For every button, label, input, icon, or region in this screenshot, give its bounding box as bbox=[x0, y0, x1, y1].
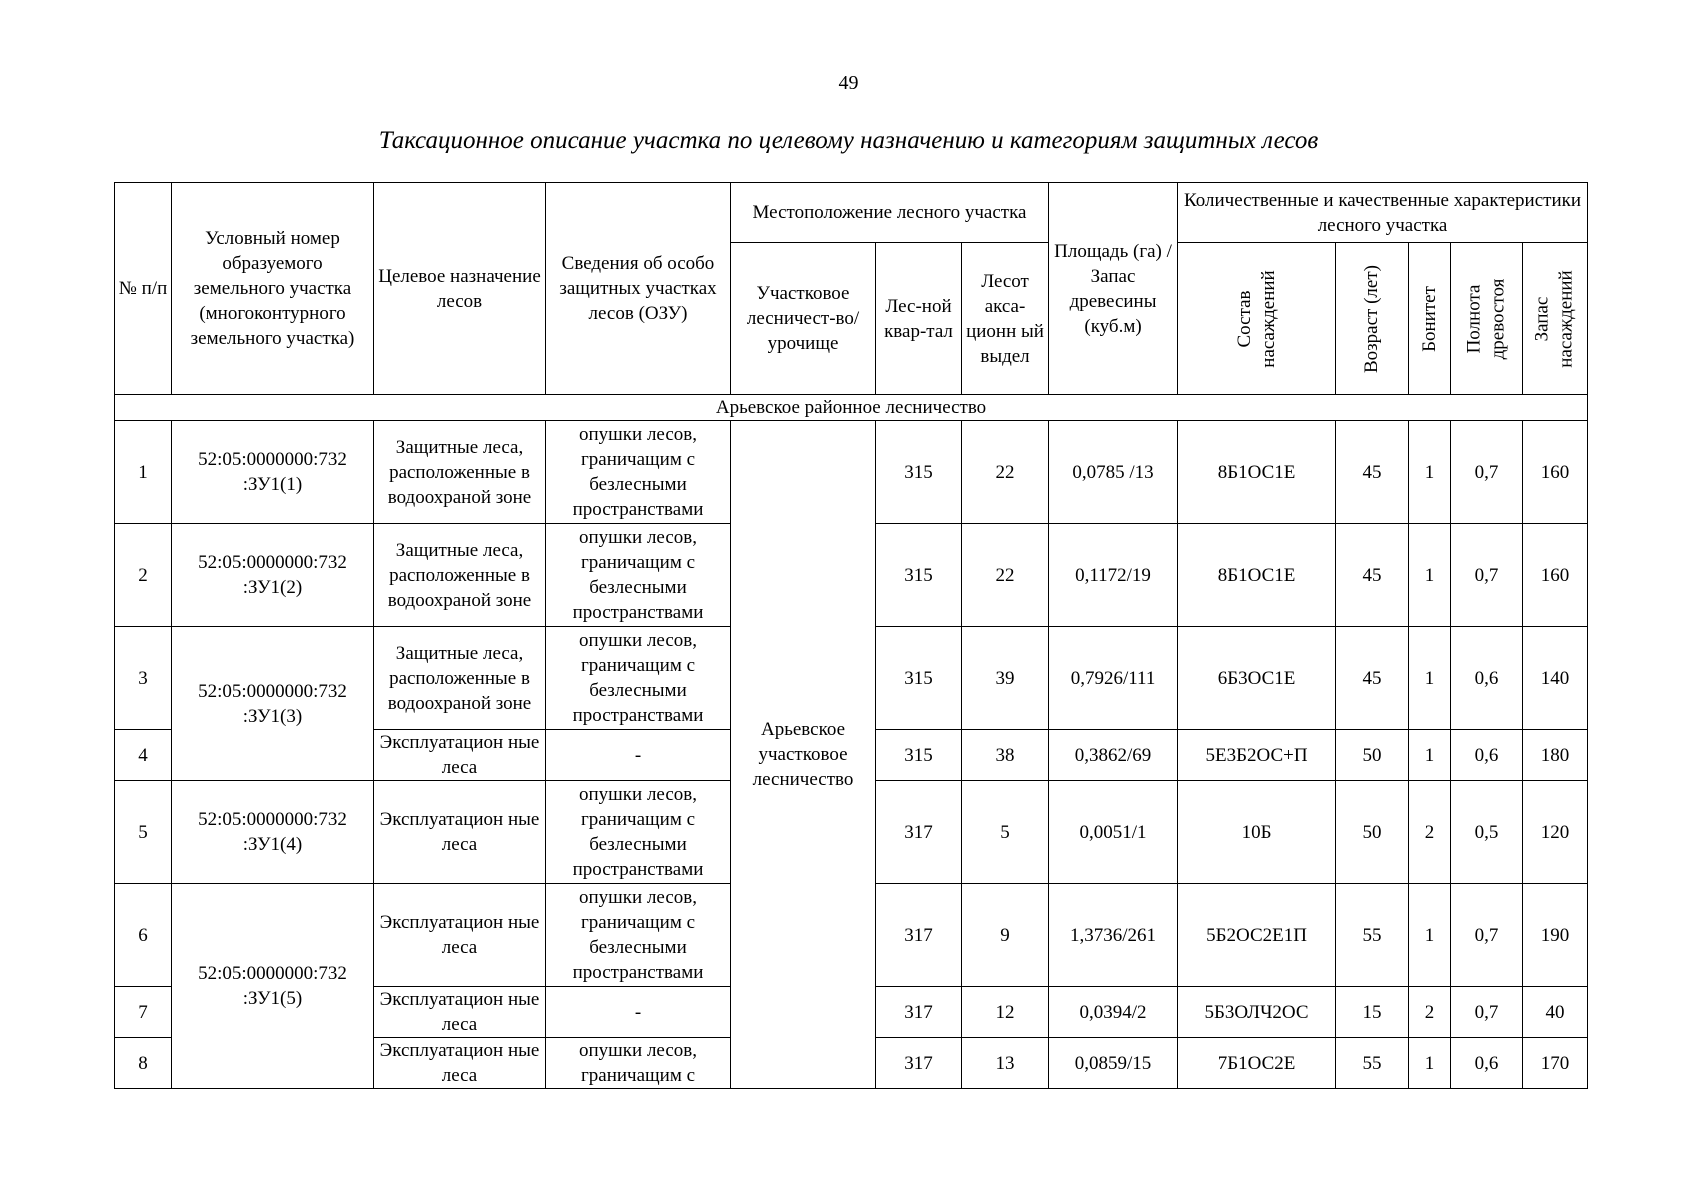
cell-ozu: опушки лесов, граничащим с безлесными пространствами bbox=[546, 627, 731, 730]
cell-purpose: Эксплуатацион ные леса bbox=[374, 781, 546, 884]
header-vydel: Лесот акса-ционн ый выдел bbox=[962, 243, 1049, 395]
cell-num: 6 bbox=[115, 884, 172, 987]
cell-area: 1,3736/261 bbox=[1049, 884, 1178, 987]
cell-plot: 52:05:0000000:732 :ЗУ1(3) bbox=[172, 627, 374, 781]
cell-ozu: - bbox=[546, 730, 731, 781]
cell-ozu: опушки лесов, граничащим с безлесными пространствами bbox=[546, 421, 731, 524]
cell-area: 0,0394/2 bbox=[1049, 987, 1178, 1038]
cell-plot: 52:05:0000000:732 :ЗУ1(5) bbox=[172, 884, 374, 1089]
header-density-label: Полнота древостоя bbox=[1463, 278, 1509, 359]
cell-num: 3 bbox=[115, 627, 172, 730]
cell-purpose: Защитные леса, расположенные в водоохраной зоне bbox=[374, 421, 546, 524]
cell-purpose: Эксплуатацион ные леса bbox=[374, 884, 546, 987]
cell-bonitet: 1 bbox=[1409, 1038, 1451, 1089]
header-stock bbox=[1523, 243, 1588, 395]
cell-vydel: 22 bbox=[962, 421, 1049, 524]
document-title: Таксационное описание участка по целевому назначению и категориям защитных лесов bbox=[378, 127, 1319, 154]
cell-kvartal: 317 bbox=[876, 884, 962, 987]
page-number: 49 bbox=[838, 72, 859, 94]
cell-vydel: 38 bbox=[962, 730, 1049, 781]
header-density bbox=[1451, 243, 1523, 395]
header-location-group: Местоположение лесного участка bbox=[731, 183, 1049, 243]
cell-num: 2 bbox=[115, 524, 172, 627]
cell-composition: 10Б bbox=[1178, 781, 1336, 884]
cell-num: 4 bbox=[115, 730, 172, 781]
header-bonitet-label: Бонитет bbox=[1418, 285, 1440, 352]
cell-plot: 52:05:0000000:732 :ЗУ1(4) bbox=[172, 781, 374, 884]
header-stock-label: Запас насаждений bbox=[1532, 269, 1578, 368]
cell-area: 0,3862/69 bbox=[1049, 730, 1178, 781]
cell-kvartal: 315 bbox=[876, 421, 962, 524]
cell-kvartal: 317 bbox=[876, 1038, 962, 1089]
cell-stock: 120 bbox=[1523, 781, 1588, 884]
header-purpose: Целевое назначение лесов bbox=[374, 183, 546, 395]
header-composition bbox=[1178, 243, 1336, 395]
cell-purpose: Эксплуатацион ные леса bbox=[374, 1038, 546, 1089]
cell-age: 50 bbox=[1336, 730, 1409, 781]
cell-density: 0,7 bbox=[1451, 987, 1523, 1038]
cell-bonitet: 1 bbox=[1409, 524, 1451, 627]
cell-vydel: 22 bbox=[962, 524, 1049, 627]
header-num: № п/п bbox=[115, 183, 172, 395]
cell-plot: 52:05:0000000:732 :ЗУ1(2) bbox=[172, 524, 374, 627]
header-plot-number: Условный номер образуемого земельного участка (многоконтурного земельного участка) bbox=[172, 183, 374, 395]
cell-plot: 52:05:0000000:732 :ЗУ1(1) bbox=[172, 421, 374, 524]
cell-kvartal: 317 bbox=[876, 987, 962, 1038]
cell-composition: 8Б1ОС1Е bbox=[1178, 524, 1336, 627]
cell-area: 0,1172/19 bbox=[1049, 524, 1178, 627]
cell-age: 15 bbox=[1336, 987, 1409, 1038]
cell-vydel: 5 bbox=[962, 781, 1049, 884]
cell-num: 5 bbox=[115, 781, 172, 884]
cell-composition: 5Е3Б2ОС+П bbox=[1178, 730, 1336, 781]
cell-density: 0,6 bbox=[1451, 730, 1523, 781]
cell-stock: 180 bbox=[1523, 730, 1588, 781]
header-ozu: Сведения об особо защитных участках лесов (ОЗУ) bbox=[546, 183, 731, 395]
header-row bbox=[115, 183, 1588, 243]
cell-density: 0,7 bbox=[1451, 884, 1523, 987]
taxation-table bbox=[114, 182, 1588, 1089]
header-forestry: Участковое лесничест-во/урочище bbox=[731, 243, 876, 395]
cell-purpose: Защитные леса, расположенные в водоохраной зоне bbox=[374, 524, 546, 627]
cell-age: 45 bbox=[1336, 627, 1409, 730]
cell-density: 0,5 bbox=[1451, 781, 1523, 884]
cell-vydel: 13 bbox=[962, 1038, 1049, 1089]
section-title: Арьевское районное лесничество bbox=[115, 395, 1588, 421]
cell-bonitet: 1 bbox=[1409, 421, 1451, 524]
cell-num: 1 bbox=[115, 421, 172, 524]
cell-purpose: Защитные леса, расположенные в водоохраной зоне bbox=[374, 627, 546, 730]
cell-stock: 160 bbox=[1523, 421, 1588, 524]
cell-bonitet: 2 bbox=[1409, 781, 1451, 884]
header-composition-label: Состав насаждений bbox=[1233, 269, 1279, 368]
section-row bbox=[115, 395, 1588, 421]
cell-bonitet: 1 bbox=[1409, 884, 1451, 987]
cell-density: 0,7 bbox=[1451, 524, 1523, 627]
cell-composition: 7Б1ОС2Е bbox=[1178, 1038, 1336, 1089]
cell-area: 0,7926/111 bbox=[1049, 627, 1178, 730]
cell-age: 55 bbox=[1336, 1038, 1409, 1089]
header-characteristics-group: Количественные и качественные характеристики лесного участка bbox=[1178, 183, 1588, 243]
cell-bonitet: 1 bbox=[1409, 730, 1451, 781]
header-age bbox=[1336, 243, 1409, 395]
cell-area: 0,0859/15 bbox=[1049, 1038, 1178, 1089]
cell-stock: 170 bbox=[1523, 1038, 1588, 1089]
cell-density: 0,6 bbox=[1451, 1038, 1523, 1089]
cell-ozu: опушки лесов, граничащим с безлесными пространствами bbox=[546, 884, 731, 987]
cell-age: 55 bbox=[1336, 884, 1409, 987]
cell-ozu: - bbox=[546, 987, 731, 1038]
cell-composition: 6Б3ОС1Е bbox=[1178, 627, 1336, 730]
cell-area: 0,0051/1 bbox=[1049, 781, 1178, 884]
cell-area: 0,0785 /13 bbox=[1049, 421, 1178, 524]
header-kvartal: Лес-ной квар-тал bbox=[876, 243, 962, 395]
cell-bonitet: 2 bbox=[1409, 987, 1451, 1038]
cell-stock: 40 bbox=[1523, 987, 1588, 1038]
header-area: Площадь (га) / Запас древесины (куб.м) bbox=[1049, 183, 1178, 395]
cell-stock: 160 bbox=[1523, 524, 1588, 627]
table-row bbox=[115, 421, 1588, 524]
cell-density: 0,6 bbox=[1451, 627, 1523, 730]
cell-age: 45 bbox=[1336, 421, 1409, 524]
cell-kvartal: 315 bbox=[876, 524, 962, 627]
cell-num: 8 bbox=[115, 1038, 172, 1089]
cell-composition: 8Б1ОС1Е bbox=[1178, 421, 1336, 524]
cell-stock: 140 bbox=[1523, 627, 1588, 730]
cell-composition: 5Б2ОС2Е1П bbox=[1178, 884, 1336, 987]
cell-vydel: 39 bbox=[962, 627, 1049, 730]
cell-purpose: Эксплуатацион ные леса bbox=[374, 730, 546, 781]
cell-num: 7 bbox=[115, 987, 172, 1038]
cell-purpose: Эксплуатацион ные леса bbox=[374, 987, 546, 1038]
cell-kvartal: 315 bbox=[876, 730, 962, 781]
cell-bonitet: 1 bbox=[1409, 627, 1451, 730]
cell-ozu: опушки лесов, граничащим с безлесными пространствами bbox=[546, 524, 731, 627]
cell-age: 45 bbox=[1336, 524, 1409, 627]
cell-age: 50 bbox=[1336, 781, 1409, 884]
cell-stock: 190 bbox=[1523, 884, 1588, 987]
cell-density: 0,7 bbox=[1451, 421, 1523, 524]
cell-vydel: 12 bbox=[962, 987, 1049, 1038]
cell-composition: 5Б3ОЛЧ2ОС bbox=[1178, 987, 1336, 1038]
cell-vydel: 9 bbox=[962, 884, 1049, 987]
cell-ozu: опушки лесов, граничащим с bbox=[546, 1038, 731, 1089]
cell-forestry: Арьевское участковое лесничество bbox=[731, 421, 876, 1089]
header-age-label: Возраст (лет) bbox=[1361, 264, 1383, 373]
cell-kvartal: 317 bbox=[876, 781, 962, 884]
cell-kvartal: 315 bbox=[876, 627, 962, 730]
header-bonitet bbox=[1409, 243, 1451, 395]
cell-ozu: опушки лесов, граничащим с безлесными пространствами bbox=[546, 781, 731, 884]
